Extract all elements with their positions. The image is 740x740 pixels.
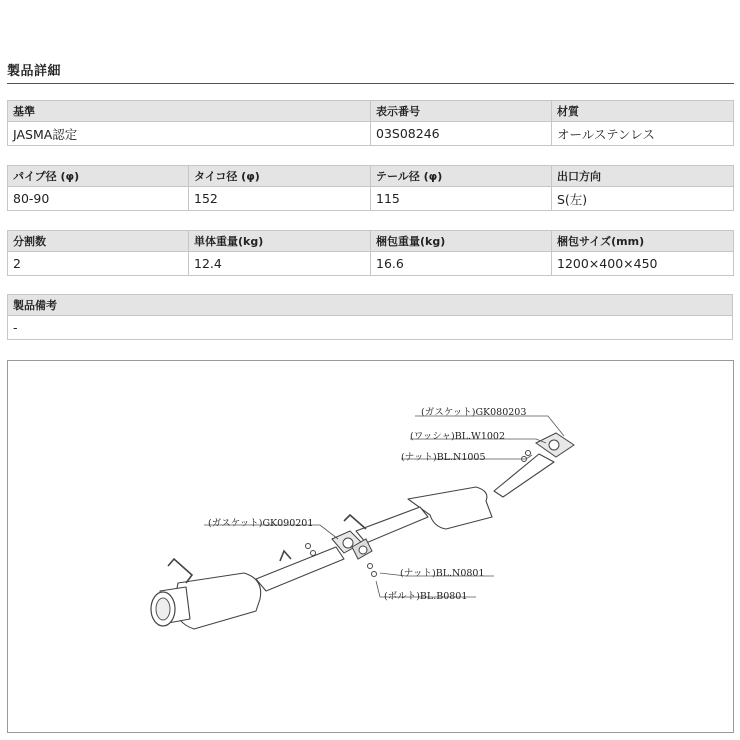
value-pipe-diameter: 80-90 <box>8 187 189 211</box>
value-standard: JASMA認定 <box>8 122 371 146</box>
spec-table-remarks <box>7 294 733 340</box>
value-remarks: - <box>8 316 733 340</box>
value-pieces: 2 <box>8 252 189 276</box>
callout-bolt-mid: (ボルト)BL.B0801 <box>384 591 468 602</box>
spec-table-standard <box>7 100 734 146</box>
header-pipe-diameter: パイプ径 (φ) <box>8 166 189 187</box>
section-title: 製品詳細 <box>7 64 62 79</box>
value-tail-diameter: 115 <box>371 187 552 211</box>
value-unit-weight: 12.4 <box>189 252 371 276</box>
header-standard: 基準 <box>8 101 371 122</box>
exhaust-parts-diagram <box>7 360 734 733</box>
callout-gasket-rear: (ガスケット)GK080203 <box>421 407 527 418</box>
spec-table-weights <box>7 230 734 276</box>
value-display-number: 03S08246 <box>371 122 552 146</box>
header-unit-weight: 単体重量(kg) <box>189 231 371 252</box>
value-material: オールステンレス <box>552 122 734 146</box>
header-remarks: 製品備考 <box>8 295 733 316</box>
hanger-mid <box>280 551 291 561</box>
callout-washer: (ワッシャ)BL.W1002 <box>410 431 505 442</box>
header-display-number: 表示番号 <box>371 101 552 122</box>
callout-nut-mid: (ナット)BL.N0801 <box>400 568 485 579</box>
hanger-rear <box>168 559 192 583</box>
hanger-front <box>344 515 366 529</box>
value-package-weight: 16.6 <box>371 252 552 276</box>
header-exit-direction: 出口方向 <box>552 166 734 187</box>
callout-gasket-mid: (ガスケット)GK090201 <box>208 518 314 529</box>
value-muffler-diameter: 152 <box>189 187 371 211</box>
callout-nut-rear: (ナット)BL.N1005 <box>401 452 486 463</box>
title-divider <box>7 83 734 84</box>
value-exit-direction: S(左) <box>552 187 734 211</box>
header-package-size: 梱包サイズ(mm) <box>552 231 734 252</box>
header-material: 材質 <box>552 101 734 122</box>
mid-pipe <box>356 507 428 543</box>
tail-tip-inner <box>156 598 170 620</box>
spec-table-dimensions <box>7 165 734 211</box>
header-package-weight: 梱包重量(kg) <box>371 231 552 252</box>
value-package-size: 1200×400×450 <box>552 252 734 276</box>
header-muffler-diameter: タイコ径 (φ) <box>189 166 371 187</box>
header-tail-diameter: テール径 (φ) <box>371 166 552 187</box>
exhaust-system-drawing <box>8 361 733 732</box>
header-pieces: 分割数 <box>8 231 189 252</box>
rear-pipe <box>256 547 344 591</box>
